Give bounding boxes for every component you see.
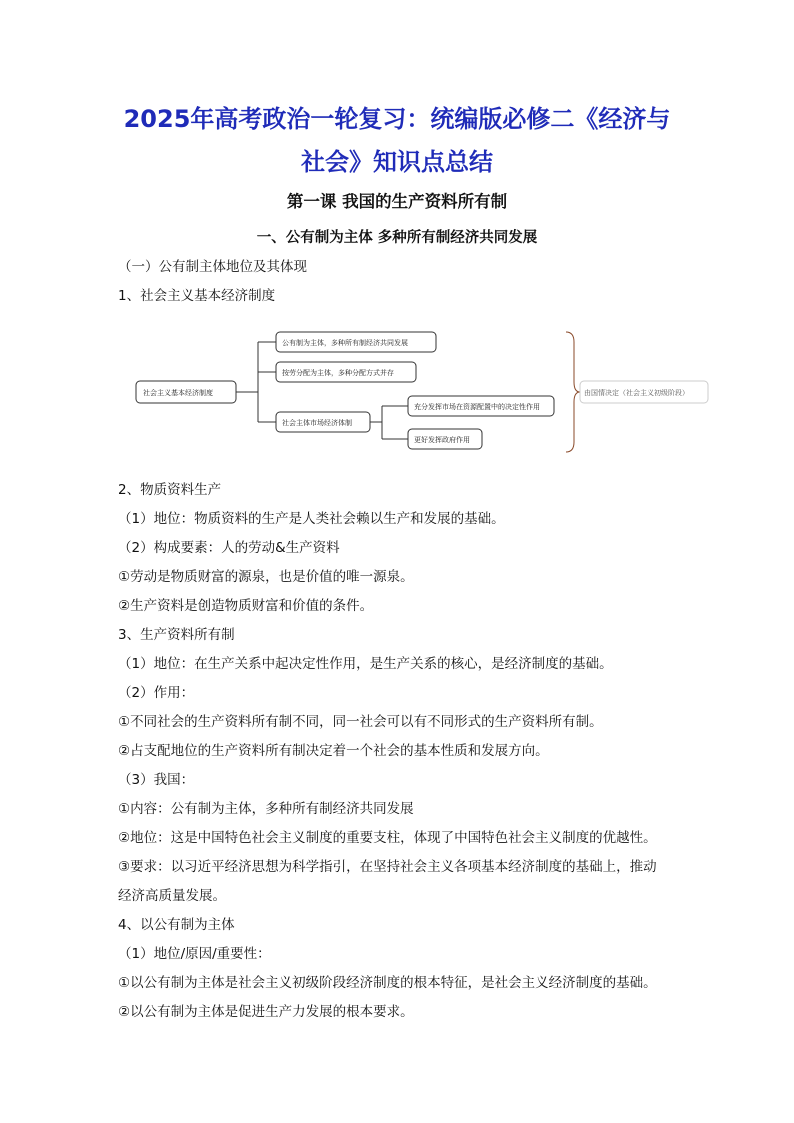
text-line: （2）构成要素：人的劳动&生产资料 xyxy=(118,540,340,556)
text-line: （1）地位/原因/重要性： xyxy=(118,946,271,962)
text-line: （一）公有制主体地位及其体现 xyxy=(118,259,307,275)
text-line: （1）地位：在生产关系中起决定性作用，是生产关系的核心，是经济制度的基础。 xyxy=(118,656,613,672)
text-line: ②以公有制为主体是促进生产力发展的根本要求。 xyxy=(118,1004,414,1020)
text-line: ①以公有制为主体是社会主义初级阶段经济制度的根本特征，是社会主义经济制度的基础。 xyxy=(118,975,657,991)
mindmap-branch-label: 按劳分配为主体，多种分配方式并存 xyxy=(282,369,394,377)
text-line: ①内容：公有制为主体，多种所有制经济共同发展 xyxy=(118,801,414,817)
text-line: （2）作用： xyxy=(118,685,195,701)
text-line: 3、生产资料所有制 xyxy=(118,627,235,643)
text-line: ②生产资料是创造物质财富和价值的条件。 xyxy=(118,598,374,614)
lesson-title: 第一课 我国的生产资料所有制 xyxy=(286,192,508,211)
text-line: 1、社会主义基本经济制度 xyxy=(118,288,276,304)
text-line: ①劳动是物质财富的源泉，也是价值的唯一源泉。 xyxy=(118,569,414,585)
section-title: 一、公有制为主体 多种所有制经济共同发展 xyxy=(256,230,538,246)
mindmap-sub-label: 充分发挥市场在资源配置中的决定性作用 xyxy=(414,403,540,411)
text-line: 经济高质量发展。 xyxy=(118,888,226,904)
text-line: ②占支配地位的生产资料所有制决定着一个社会的基本性质和发展方向。 xyxy=(118,743,549,759)
text-line: 4、以公有制为主体 xyxy=(118,917,235,933)
document-title-line-1: 2025年高考政治一轮复习：统编版必修二《经济与 xyxy=(123,105,671,133)
document-title-line-2: 社会》知识点总结 xyxy=(301,148,493,176)
text-line: （3）我国： xyxy=(118,772,195,788)
mindmap-diagram xyxy=(118,322,718,462)
mindmap-sub-label: 更好发挥政府作用 xyxy=(414,436,470,444)
mindmap-branch-label: 社会主体市场经济体制 xyxy=(282,419,352,427)
mindmap-branch-label: 公有制为主体，多种所有制经济共同发展 xyxy=(282,339,408,347)
text-line: ②地位：这是中国特色社会主义制度的重要支柱，体现了中国特色社会主义制度的优越性。 xyxy=(118,830,657,846)
text-line: ③要求：以习近平经济思想为科学指引，在坚持社会主义各项基本经济制度的基础上，推动 xyxy=(118,859,657,875)
text-line: （1）地位：物质资料的生产是人类社会赖以生产和发展的基础。 xyxy=(118,511,505,527)
text-line: ①不同社会的生产资料所有制不同，同一社会可以有不同形式的生产资料所有制。 xyxy=(118,714,603,730)
mindmap-root-label: 社会主义基本经济制度 xyxy=(143,389,213,397)
mindmap-note-label: 由国情决定（社会主义初级阶段） xyxy=(584,389,689,397)
text-line: 2、物质资料生产 xyxy=(118,482,222,498)
